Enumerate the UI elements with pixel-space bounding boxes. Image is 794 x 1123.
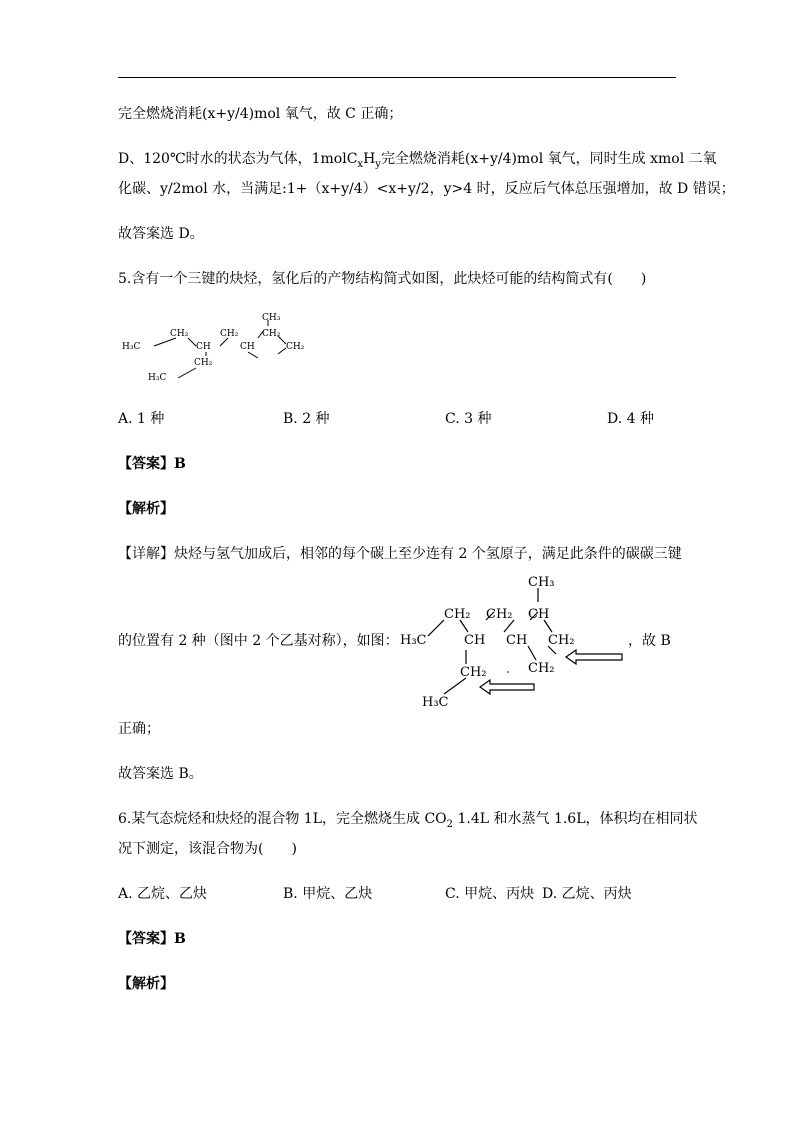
hydrogen-symbol: H [363, 151, 376, 167]
q6-analysis-heading: 【解析】 [118, 976, 174, 992]
mol-large-ch3: CH₃ [528, 575, 555, 590]
question-5-structure-with-arrows [398, 566, 628, 716]
mol-small-ch2-down: CH₂ [194, 358, 213, 368]
q6-option-b: B. 甲烷、乙炔 [283, 886, 373, 902]
q6-stem-a: 6.某气态烷烃和炔烃的混合物 1L，完全燃烧生成 CO [118, 811, 447, 827]
mol-small-ch2-b: CH₂ [220, 329, 239, 339]
paragraph-d-text-b: 完全燃烧消耗(x+y/4)mol 氧气，同时生成 xmol 二氧 [380, 151, 717, 167]
paragraph-d-text-a: D、120℃时水的状态为气体，1molC [118, 151, 358, 167]
mol-small-h3c-2: H₃C [148, 373, 167, 383]
mol-small-ch2-a: CH₂ [170, 329, 189, 339]
subscript-x: x [357, 158, 364, 170]
subscript-y: y [375, 158, 381, 170]
mol-large-ch2-b: CH₂ [486, 607, 513, 622]
q5-option-b: B. 2 种 [283, 411, 330, 427]
question-5-structure-figure [118, 308, 338, 388]
q5-answer: 【答案】B [118, 456, 186, 472]
mol-large-ch2-right: CH₂ [548, 633, 575, 648]
q5-detail-3: 正确； [118, 721, 160, 737]
mol-small-ch-b: CH [240, 342, 255, 352]
header-rule [118, 77, 676, 78]
mol-large-ch-top: CH [528, 607, 550, 622]
q6-stem-b: 1.4L 和水蒸气 1.6L，体积均在相同状 [453, 811, 698, 827]
mol-large-ch2-down: CH₂ [460, 665, 487, 680]
mol-small-ch3: CH₃ [262, 313, 281, 323]
q5-option-c: C. 3 种 [445, 411, 492, 427]
q5-option-a: A. 1 种 [118, 411, 165, 427]
mol-large-ch2-bottom: CH₂ [528, 661, 555, 676]
question-6-stem [118, 810, 698, 834]
q5-analysis-heading: 【解析】 [118, 501, 174, 517]
answer-d-line: 故答案选 D。 [118, 226, 204, 242]
q6-option-d: D. 乙烷、丙炔 [542, 886, 632, 902]
mol-large-ch2-a: CH₂ [444, 607, 471, 622]
mol-large-h3c-2: H₃C [422, 695, 449, 710]
q6-option-a: A. 乙烷、乙炔 [118, 886, 208, 902]
paragraph-d-continued: 化碳、y/2mol 水，当满足:1+（x+y/4）<x+y/2，y>4 时，反应后气体总压强增加，故 D 错误； [118, 181, 735, 197]
mol-large-ch-a: CH [464, 633, 486, 648]
q6-answer: 【答案】B [118, 931, 186, 947]
paragraph-d [118, 150, 717, 174]
q5-final: 故答案选 B。 [118, 766, 203, 782]
mol-large-ch-b: CH [506, 633, 528, 648]
mol-small-ch2-right: CH₂ [286, 342, 305, 352]
mol-large-h3c: H₃C [400, 633, 427, 648]
q5-option-d: D. 4 种 [607, 411, 654, 427]
paragraph-c-correct: 完全燃烧消耗(x+y/4)mol 氧气，故 C 正确； [118, 106, 403, 122]
q5-detail-2: 的位置有 2 种（图中 2 个乙基对称），如图： [118, 633, 399, 649]
mol-small-ch-a: CH [196, 342, 211, 352]
q5-detail-1: 【详解】炔烃与氢气加成后，相邻的每个碳上至少连有 2 个氢原子，满足此条件的碳碳三键 [118, 546, 682, 562]
question-6-stem-2: 况下测定，该混合物为( ) [118, 841, 297, 857]
q5-detail-2-tail: ，故 B [628, 633, 671, 649]
mol-small-ch-top: CH₂ [262, 329, 281, 339]
question-5-stem: 5.含有一个三键的炔烃，氢化后的产物结构简式如图，此炔烃可能的结构简式有( ) [118, 271, 647, 287]
mol-small-h3c: H₃C [122, 342, 141, 352]
q6-option-c: C. 甲烷、丙炔 [445, 886, 535, 902]
co2-subscript: 2 [446, 818, 454, 830]
